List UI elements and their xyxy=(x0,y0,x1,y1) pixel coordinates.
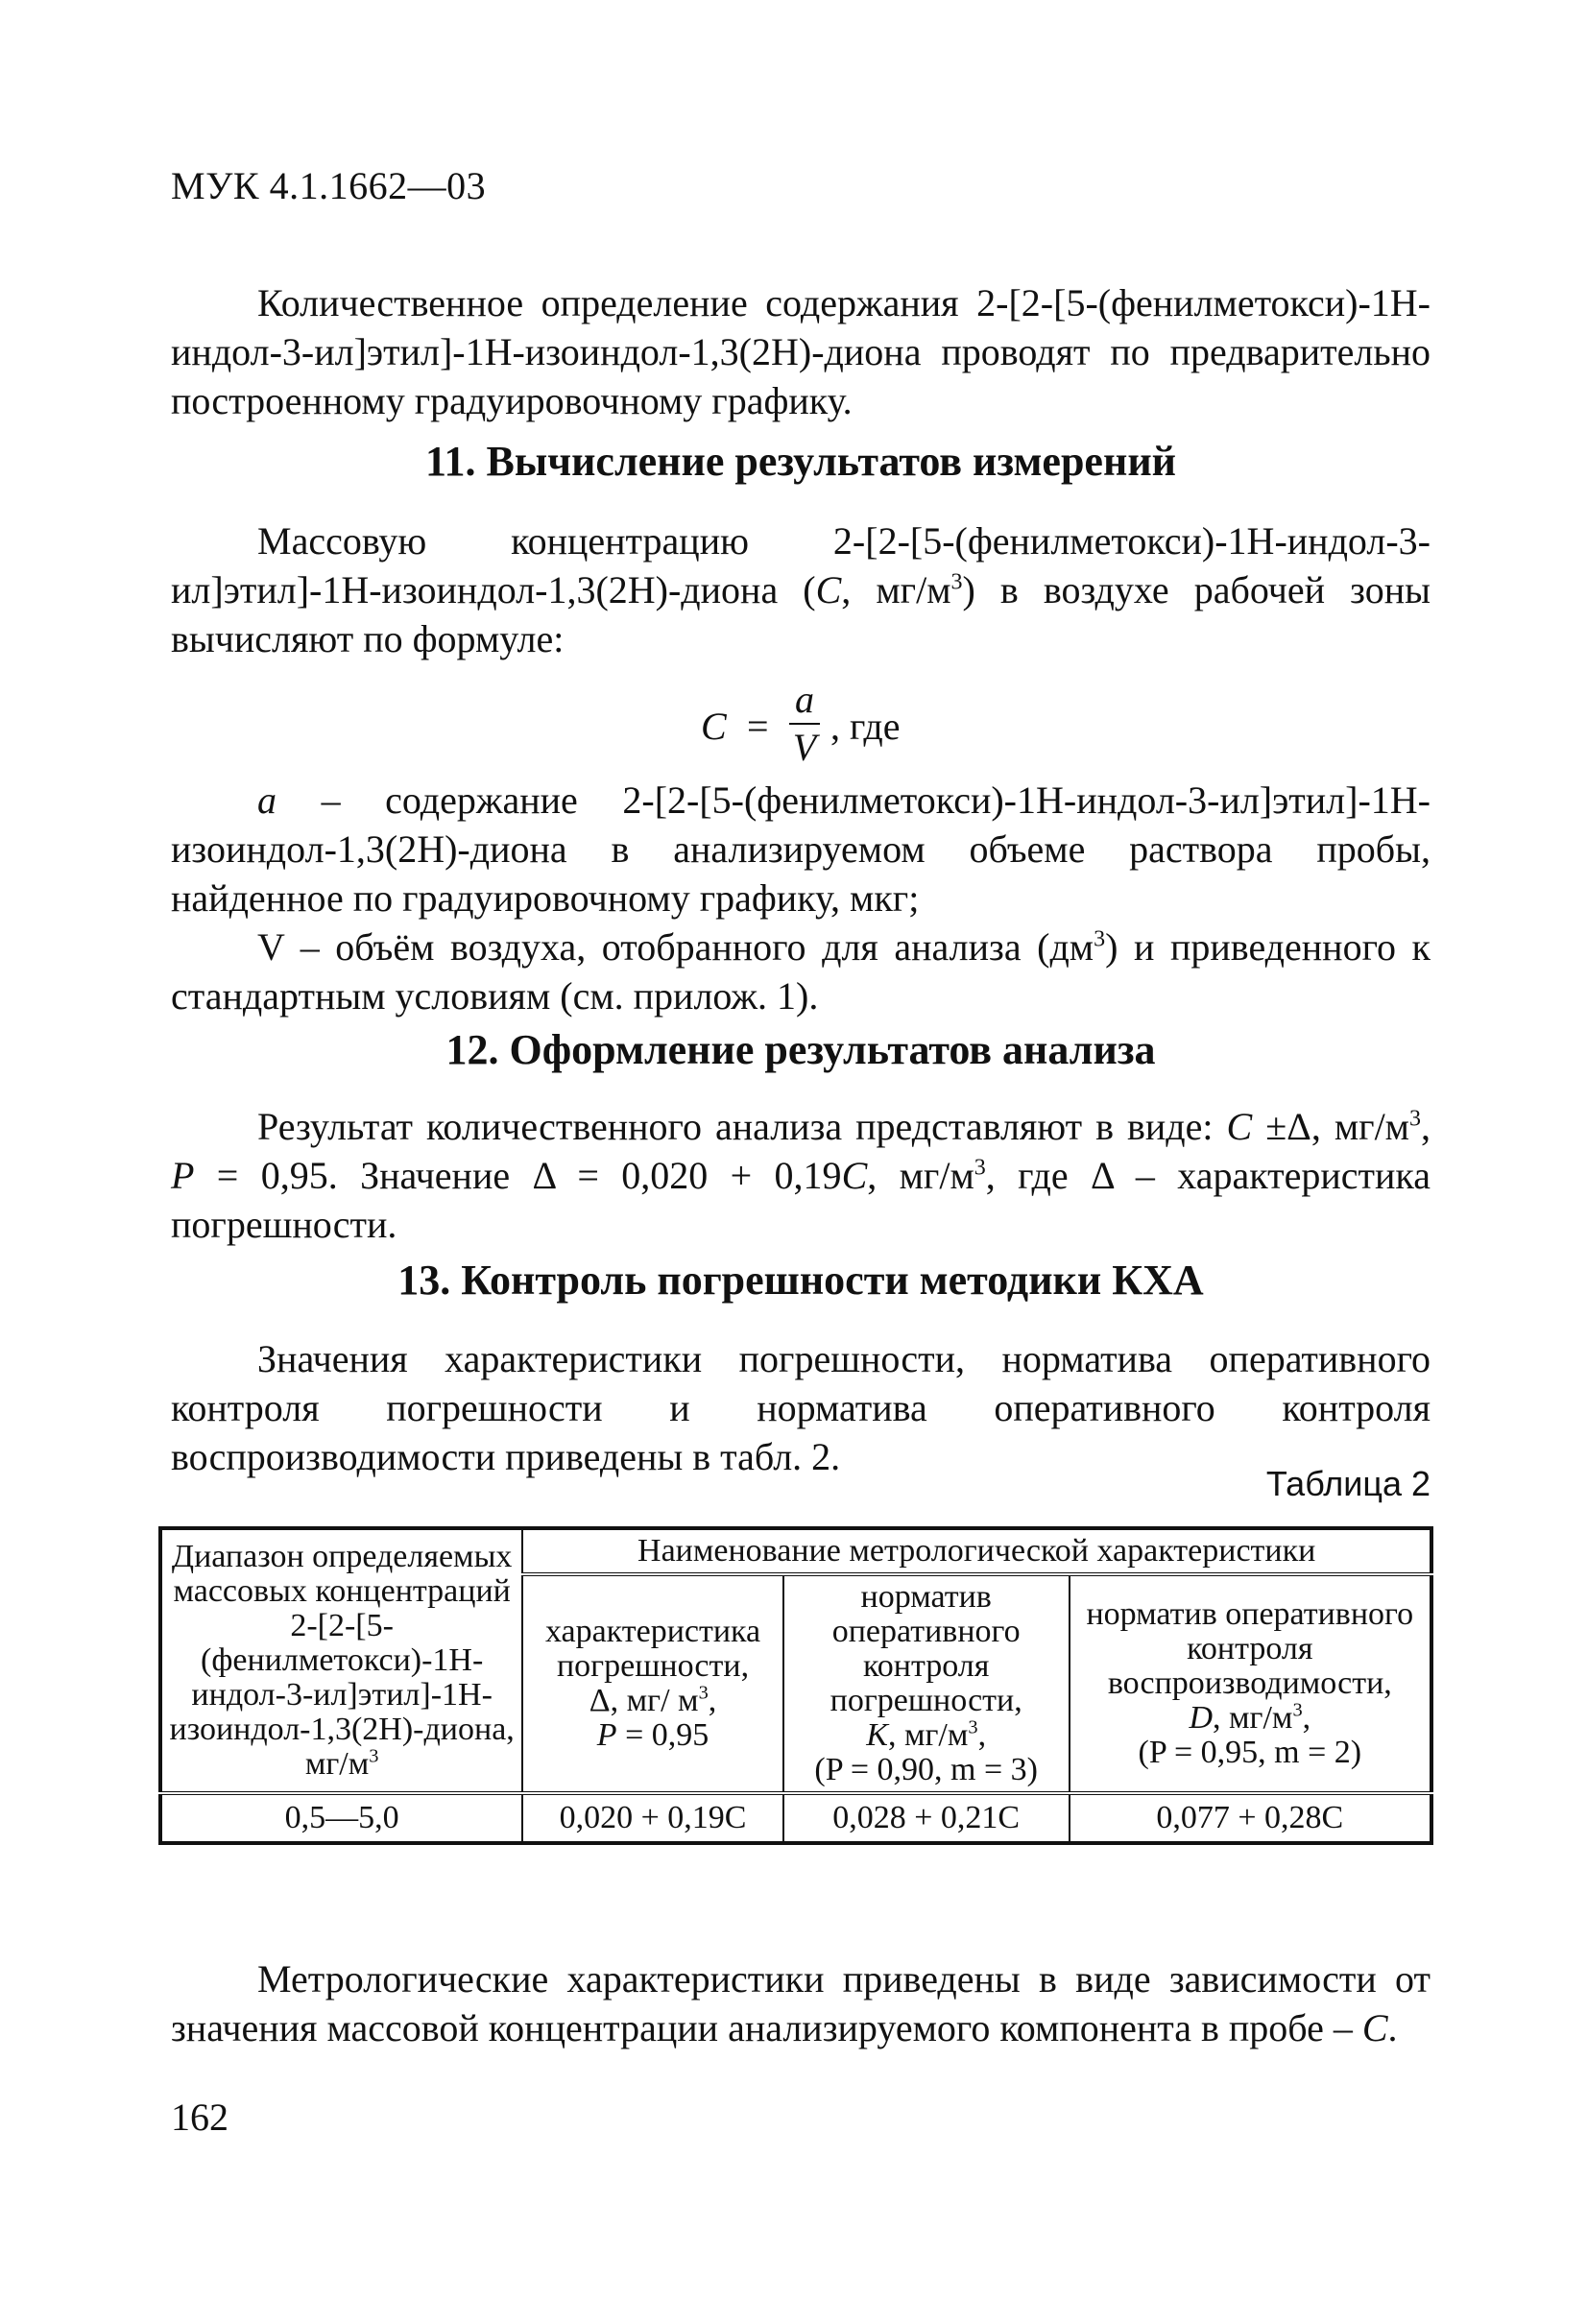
variable-c: С xyxy=(815,568,842,611)
intro-paragraph xyxy=(171,278,1431,425)
formula-fraction xyxy=(785,677,824,770)
variable-d: D xyxy=(1189,1700,1214,1736)
table-caption: Таблица 2 xyxy=(1265,1464,1431,1503)
metrology-table xyxy=(158,1526,1433,1845)
intro-text: Количественное определение содержания 2-[2-[5-(фенилметокси)-1Н-индол-3-ил]этил]-1Н-изоиндол-1,3(2Н)-диона проводят по предварительно построенному градуировочному графику. xyxy=(171,281,1431,422)
formula-lhs: С xyxy=(701,705,727,748)
header-text: Δ, мг/ м xyxy=(589,1683,699,1718)
variable-c: С xyxy=(1361,2006,1388,2049)
variable-p: P xyxy=(596,1717,617,1753)
error-control-header xyxy=(783,1574,1070,1793)
text-run: , xyxy=(1421,1105,1431,1148)
variable-definitions xyxy=(171,776,1431,1020)
text-run: Результат количественного анализа представляют в виде: xyxy=(257,1105,1227,1148)
exponent: 3 xyxy=(1409,1106,1421,1132)
section-12-paragraph xyxy=(171,1102,1431,1249)
text-run: ±Δ, мг/м xyxy=(1252,1105,1409,1148)
k-cell: 0,028 + 0,21C xyxy=(783,1793,1070,1843)
section-12-heading: 12. Оформление результатов анализа xyxy=(445,1026,1156,1073)
section-11-paragraph xyxy=(171,516,1431,663)
header-text: характеристика погрешности, xyxy=(544,1614,761,1684)
exponent: 3 xyxy=(369,1745,379,1767)
definition-a xyxy=(171,776,1431,922)
variable-c: С xyxy=(841,1154,868,1197)
header-text: , xyxy=(977,1717,987,1753)
table-header-row xyxy=(160,1528,1431,1574)
error-characteristic-header xyxy=(522,1574,782,1793)
header-text: = 0,95 xyxy=(616,1717,709,1753)
header-condition: (P = 0,95, m = 2) xyxy=(1138,1735,1362,1770)
closing-text xyxy=(171,1954,1431,2052)
section-11-heading: 11. Вычисление результатов измерений xyxy=(424,438,1177,485)
header-condition: (P = 0,90, m = 3) xyxy=(814,1752,1038,1787)
text-run: Метрологические характеристики приведены в виде зависимости от значения массовой концентрации анализируемого компонента в пробе – xyxy=(171,1957,1431,2049)
range-cell: 0,5—5,0 xyxy=(160,1793,522,1843)
header-text: Диапазон определяемых массовых концентраций 2-[2-[5-(фенилметокси)-1Н-индол-3-ил]этил]-1Н-изоиндол-1,3(2Н)-диона, мг/м xyxy=(169,1539,515,1782)
header-text: норматив оперативного контроля погрешности, xyxy=(830,1579,1022,1718)
text-run: , где Δ – характеристика погрешности. xyxy=(171,1154,1431,1246)
exponent: 3 xyxy=(968,1716,978,1738)
reproducibility-control-header xyxy=(1070,1574,1431,1793)
variable-k: K xyxy=(866,1717,888,1753)
text-run: V – объём воздуха, отобранного для анализа (дм xyxy=(257,925,1094,969)
exponent: 3 xyxy=(974,1155,986,1181)
table-container xyxy=(158,1526,1433,1845)
header-text: , xyxy=(1302,1700,1311,1736)
text-run: Массовую концентрацию 2-[2-[5-(фенилметокси)-1Н-индол-3-ил]этил]-1Н-изоиндол-1,3(2Н)-диона ( xyxy=(171,519,1431,611)
header-text: , мг/м xyxy=(887,1717,969,1753)
result-format xyxy=(171,1102,1431,1249)
table-row xyxy=(160,1793,1431,1843)
formula-denominator: V xyxy=(792,726,817,769)
text-run: = 0,95. Значение Δ = 0,020 + 0,19 xyxy=(194,1154,842,1197)
text-run: ) и приведенного к стандартным условиям (см. прилож. 1). xyxy=(171,925,1431,1018)
text-run: – содержание 2-[2-[5-(фенилметокси)-1Н-индол-3-ил]этил]-1Н-изоиндол-1,3(2Н)-диона в анализируемом объеме раствора пробы, найденное по градуировочному графику, мкг; xyxy=(171,779,1431,920)
exponent: 3 xyxy=(698,1682,709,1704)
exponent: 3 xyxy=(1094,926,1106,952)
document-code: МУК 4.1.1662—03 xyxy=(171,164,487,207)
page-number: 162 xyxy=(171,2096,228,2139)
range-header xyxy=(160,1528,522,1793)
header-text: , мг/м xyxy=(1213,1700,1293,1736)
delta-cell: 0,020 + 0,19C xyxy=(522,1793,782,1843)
exponent: 3 xyxy=(1292,1699,1303,1721)
variable-p: P xyxy=(171,1154,195,1197)
formula-numerator: a xyxy=(795,678,814,721)
group-header: Наименование метрологической характеристики xyxy=(522,1528,1431,1574)
definition-v xyxy=(171,922,1431,1020)
header-text: норматив оперативного контроля воспроизводимости, xyxy=(1086,1596,1414,1701)
text-run: , мг/м xyxy=(867,1154,974,1197)
text-run: ) в воздухе рабочей зоны вычисляют по формуле: xyxy=(171,568,1431,660)
section-13-heading: 13. Контроль погрешности методики КХА xyxy=(397,1257,1204,1304)
header-text: , xyxy=(708,1683,717,1718)
formula xyxy=(701,677,989,782)
exponent: 3 xyxy=(950,569,963,595)
variable-a: a xyxy=(257,779,277,822)
formula-tail: , где xyxy=(830,705,901,748)
table-intro: Значения характеристики погрешности, норматива оперативного контроля погрешности и норматива оперативного контроля воспроизводимости приведены в табл. 2. xyxy=(171,1337,1431,1478)
text-run: , мг/м xyxy=(841,568,951,611)
closing-paragraph xyxy=(171,1954,1431,2052)
section-13-paragraph xyxy=(171,1334,1431,1481)
d-cell: 0,077 + 0,28C xyxy=(1070,1793,1431,1843)
variable-c: С xyxy=(1226,1105,1253,1148)
text-run: . xyxy=(1387,2006,1398,2049)
formula-equals: = xyxy=(747,705,769,748)
concentration-description xyxy=(171,516,1431,663)
